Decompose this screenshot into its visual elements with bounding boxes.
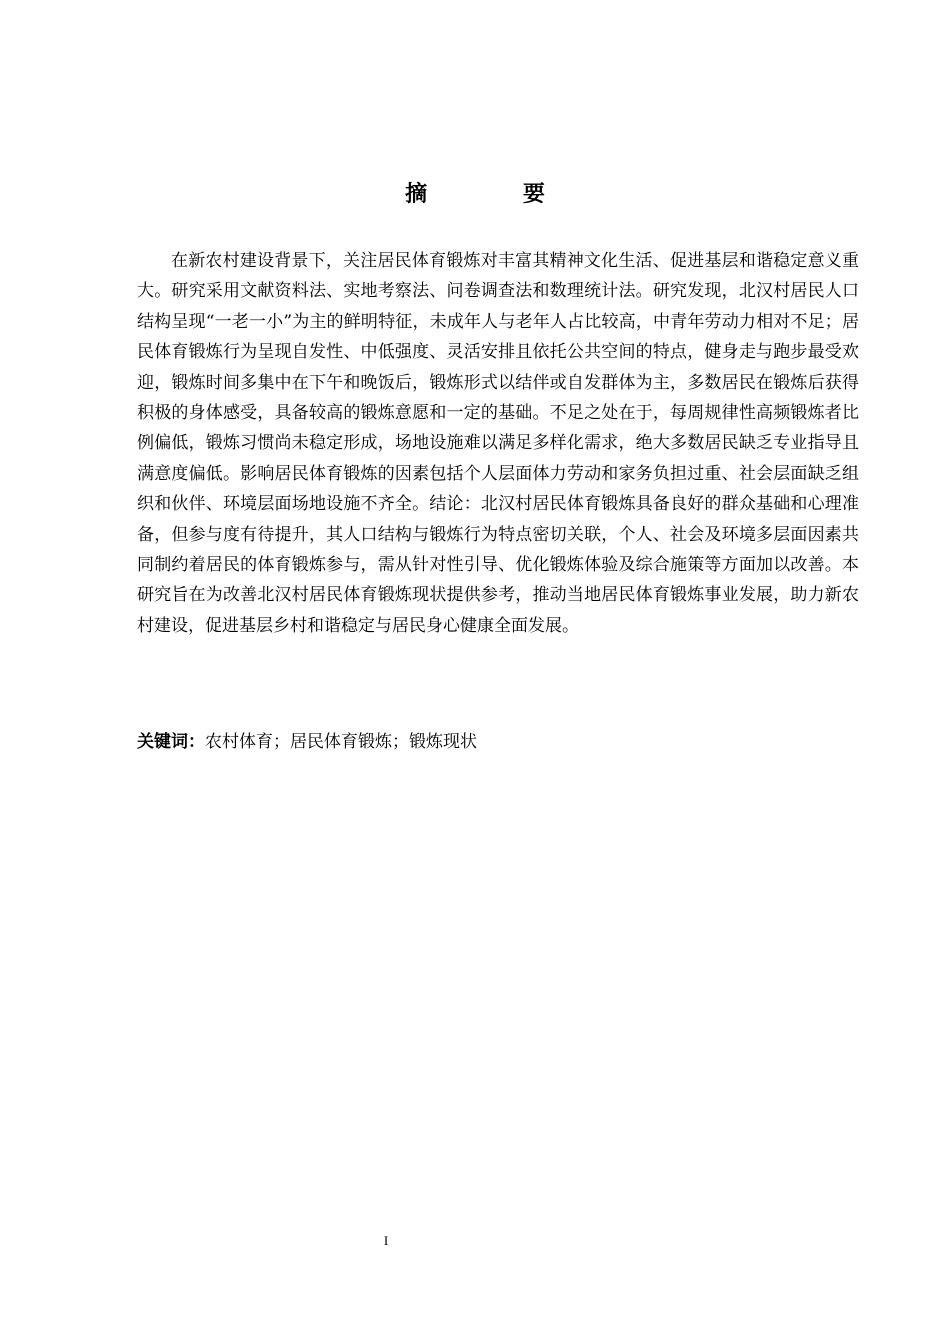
abstract-title: 摘 要 <box>405 182 589 207</box>
page-number: I <box>383 1233 389 1248</box>
keywords-label: 关键词： <box>137 732 205 752</box>
keywords-text: 农村体育；居民体育锻炼；锻炼现状 <box>205 732 477 752</box>
keywords-line <box>137 727 859 757</box>
abstract-body: 在新农村建设背景下，关注居民体育锻炼对丰富其精神文化生活、促进基层和谐稳定意义重大。研究采用文献资料法、实地考察法、问卷调查法和数理统计法。研究发现，北汉村居民人口结构呈现“一老一小”为主的鲜明特征，未成年人与老年人占比较高，中青年劳动力相对不足；居民体育锻炼行为呈现自发性、中低强度、灵活安排且依托公共空间的特点，健身走与跑步最受欢迎，锻炼时间多集中在下午和晚饭后，锻炼形式以结伴或自发群体为主，多数居民在锻炼后获得积极的身体感受，具备较高的锻炼意愿和一定的基础。不足之处在于，每周规律性高频锻炼者比例偏低，锻炼习惯尚未稳定形成，场地设施难以满足多样化需求，绝大多数居民缺乏专业指导且满意度偏低。影响居民体育锻炼的因素包括个人层面体力劳动和家务负担过重、社会层面缺乏组织和伙伴、环境层面场地设施不齐全。结论：北汉村居民体育锻炼具备良好的群众基础和心理准备，但参与度有待提升，其人口结构与锻炼行为特点密切关联，个人、社会及环境多层面因素共同制约着居民的体育锻炼参与，需从针对性引导、优化锻炼体验及综合施策等方面加以改善。本研究旨在为改善北汉村居民体育锻炼现状提供参考，推动当地居民体育锻炼事业发展，助力新农村建设，促进基层乡村和谐稳定与居民身心健康全面发展。 <box>137 251 859 636</box>
